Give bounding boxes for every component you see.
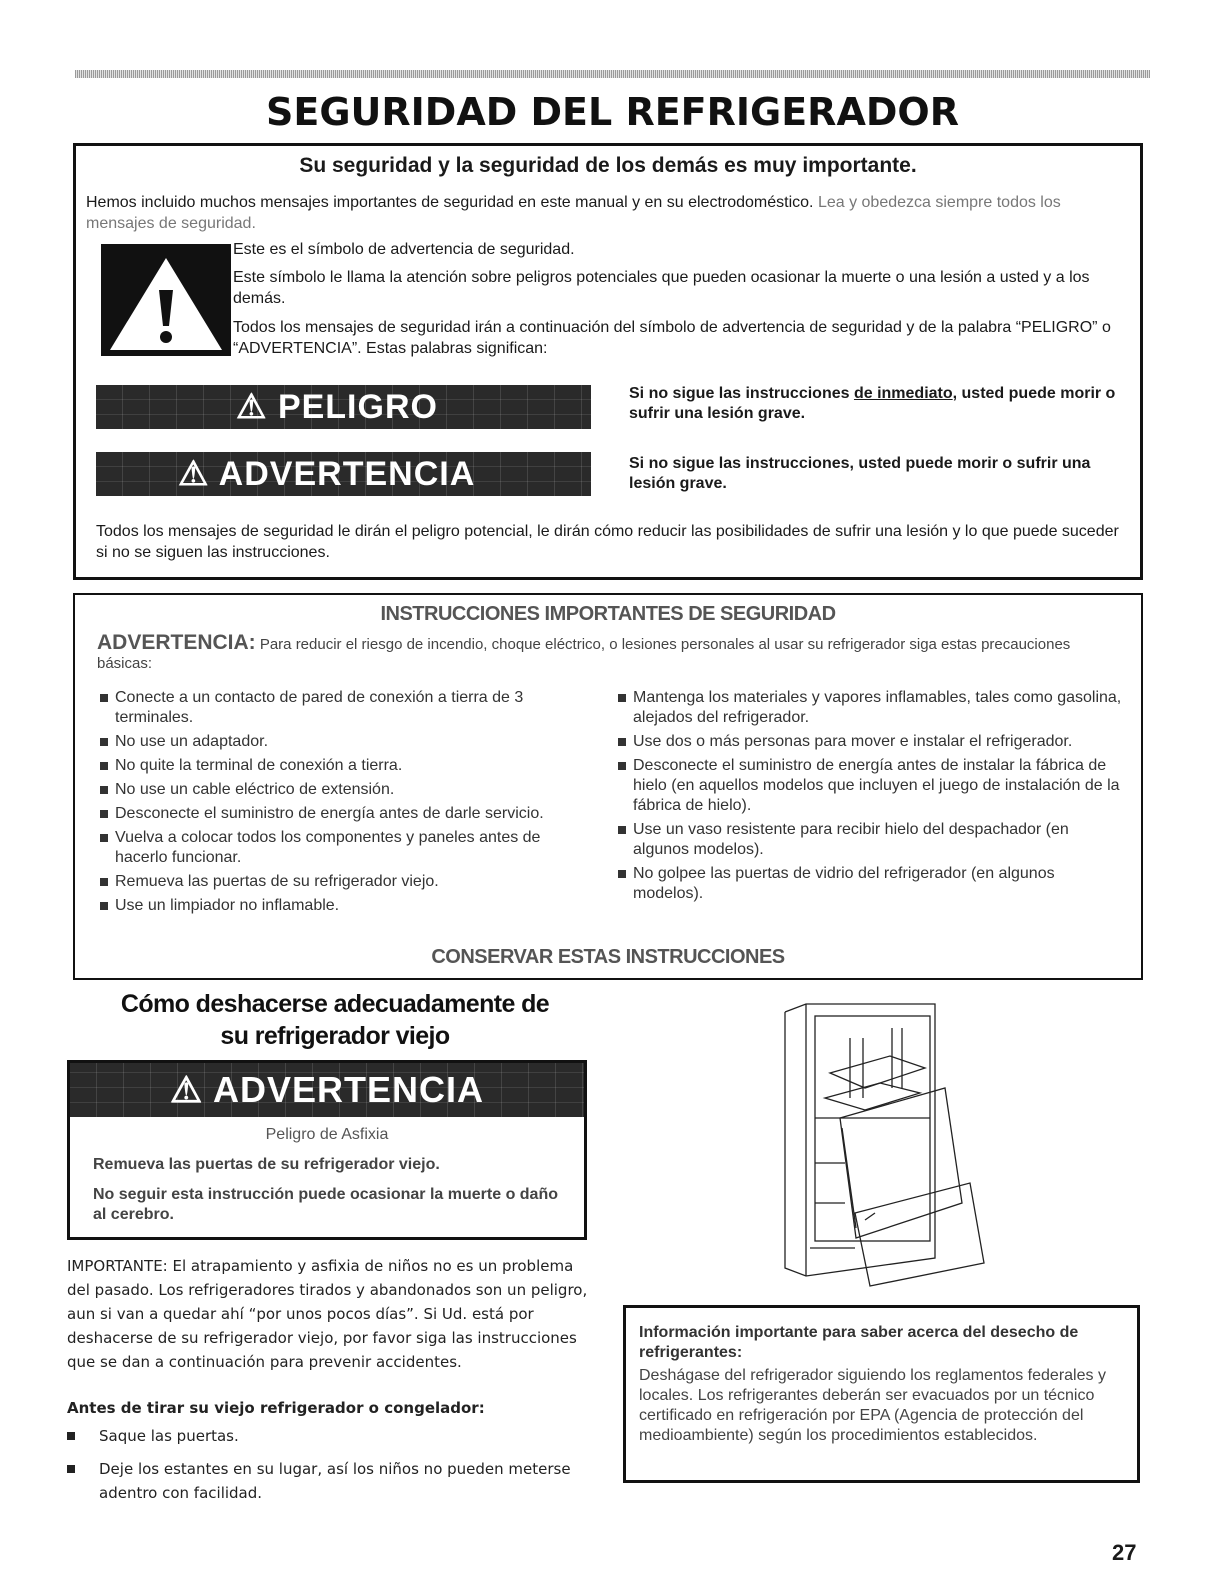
instruction-item: No quite la terminal de conexión a tierra.: [100, 756, 595, 776]
instruction-item: Desconecte el suministro de energía antes de instalar la fábrica de hielo (en aquellos modelos que incluyen el juego de instalación de la fábrica de hielo).: [618, 756, 1123, 816]
refrigerant-box: [623, 1305, 1140, 1483]
symbol-line-2: Este símbolo le llama la atención sobre peligros potenciales que pueden ocasionar la muerte o una lesión a usted y a los demás.: [233, 269, 1090, 307]
disposal-steps: [67, 1424, 597, 1505]
peligro-label: ⚠ PELIGRO: [236, 388, 438, 426]
instruction-item: Desconecte el suministro de energía antes de darle servicio.: [100, 804, 595, 824]
alert-icon: ⚠: [170, 1069, 204, 1110]
safety-footer: Todos los mensajes de seguridad le dirán el peligro potencial, le dirán cómo reducir las posibilidades de sufrir una lesión y lo que puede suceder si no se siguen las instrucciones.: [96, 523, 1119, 561]
disposal-warning-box: [67, 1060, 587, 1240]
important-word: IMPORTANTE:: [67, 1257, 168, 1275]
instructions-right-list: [618, 688, 1123, 908]
disposal-warning-bar: [70, 1063, 584, 1117]
advertencia-alert-icon: ⚠: [178, 455, 210, 493]
instruction-item: Use un limpiador no inflamable.: [100, 896, 595, 916]
instructions-left-list: [100, 688, 595, 920]
safety-alert-icon: [101, 244, 231, 356]
peligro-signal-bar: [96, 385, 591, 429]
warning-line-1: Remueva las puertas de su refrigerador viejo.: [93, 1156, 440, 1173]
instruction-item: Remueva las puertas de su refrigerador viejo.: [100, 872, 595, 892]
refrigerator-illustration: [770, 998, 1000, 1288]
refrigerant-heading: Información importante para saber acerca del desecho de refrigerantes:: [639, 1324, 1079, 1361]
safety-box: [73, 143, 1143, 580]
refrigerant-text: Deshágase del refrigerador siguiendo los reglamentos federales y locales. Los refrigerantes deberán ser evacuados por un técnico certificado en refrigeración por EPA (Agencia de protección del medioambiente) según los procedimientos establecidos.: [639, 1367, 1106, 1444]
important-text: El atrapamiento y asfixia de niños no es un problema del pasado. Los refrigeradores tirados y abandonados son un peligro, aun si van a quedar ahí “por unos pocos días”. Si Ud. está por deshacerse de su refrigerador viejo, por favor siga las instrucciones que se dan a continuación para prevenir accidentes.: [67, 1257, 588, 1371]
instruction-item: No use un adaptador.: [100, 732, 595, 752]
safety-intro: [86, 192, 1126, 234]
peligro-alert-icon: ⚠: [236, 388, 268, 426]
peligro-text: Si no sigue las instrucciones de inmediato, usted puede morir o sufrir una lesión grave.: [629, 385, 1116, 422]
safety-intro-b: Lea y obedezca siempre todos los mensajes de seguridad.: [86, 194, 1061, 232]
instructions-warning: [97, 633, 1117, 673]
instruction-item: Mantenga los materiales y vapores inflamables, tales como gasolina, alejados del refrigerador.: [618, 688, 1123, 728]
advertencia-label: ⚠ ADVERTENCIA: [178, 455, 476, 493]
instruction-item: Vuelva a colocar todos los componentes y paneles antes de hacerlo funcionar.: [100, 828, 595, 868]
instructions-box: [73, 593, 1143, 980]
symbol-line-3: Todos los mensajes de seguridad irán a continuación del símbolo de advertencia de seguridad y de la palabra “PELIGRO” o “ADVERTENCIA”. Estas palabras significan:: [233, 319, 1111, 357]
step-item: Deje los estantes en su lugar, así los niños no pueden meterse adentro con facilidad.: [67, 1457, 597, 1505]
instruction-item: Conecte a un contacto de pared de conexión a tierra de 3 terminales.: [100, 688, 595, 728]
advertencia-signal-bar: [96, 452, 591, 496]
step-item: Saque las puertas.: [67, 1424, 597, 1448]
page-title: SEGURIDAD DEL REFRIGERADOR: [266, 90, 959, 134]
instructions-footer: CONSERVAR ESTAS INSTRUCCIONES: [431, 946, 785, 968]
header-band: [75, 70, 1150, 78]
disposal-warning-label: ⚠ ADVERTENCIA: [170, 1069, 484, 1110]
warning-line-2: No seguir esta instrucción puede ocasionar la muerte o daño al cerebro.: [93, 1186, 558, 1223]
instruction-item: No use un cable eléctrico de extensión.: [100, 780, 595, 800]
bullet: [67, 1465, 75, 1473]
advertencia-text: Si no sigue las instrucciones, usted puede morir o sufrir una lesión grave.: [629, 455, 1091, 492]
bullet: [67, 1432, 75, 1440]
symbol-line-1: Este es el símbolo de advertencia de seguridad.: [233, 241, 575, 258]
disposal-title: Cómo deshacerse adecuadamente de su refrigerador viejo: [120, 990, 550, 1050]
instruction-item: Use dos o más personas para mover e instalar el refrigerador.: [618, 732, 1123, 752]
instructions-heading: INSTRUCCIONES IMPORTANTES DE SEGURIDAD: [380, 603, 836, 625]
safety-intro-a: Hemos incluido muchos mensajes importantes de seguridad en este manual y en su electrodoméstico.: [86, 194, 814, 211]
instruction-item: Use un vaso resistente para recibir hielo del despachador (en algunos modelos).: [618, 820, 1123, 860]
safety-heading: Su seguridad y la seguridad de los demás es muy importante.: [299, 154, 917, 177]
instruction-item: No golpee las puertas de vidrio del refrigerador (en algunos modelos).: [618, 864, 1123, 904]
warning-word: ADVERTENCIA:: [97, 631, 256, 654]
hazard-label: Peligro de Asfixia: [265, 1126, 389, 1143]
important-paragraph: [67, 1254, 589, 1374]
before-heading: Antes de tirar su viejo refrigerador o congelador:: [67, 1399, 485, 1417]
warning-text: Para reducir el riesgo de incendio, choque eléctrico, o lesiones personales al usar su refrigerador siga estas precauciones básicas:: [97, 636, 1071, 672]
page-number: 27: [1112, 1540, 1137, 1565]
